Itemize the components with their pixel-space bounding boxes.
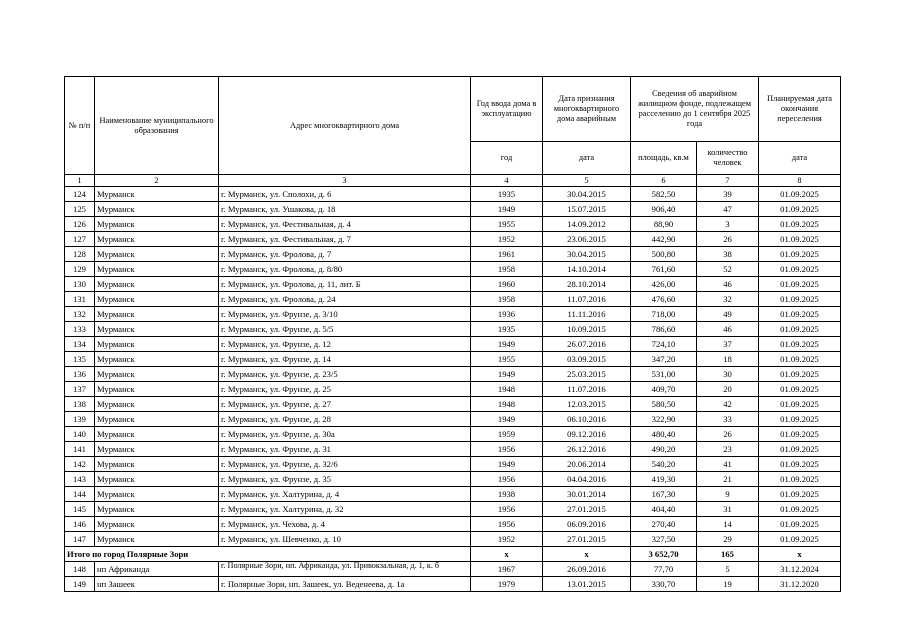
row-people: 46 bbox=[697, 277, 759, 292]
table-row bbox=[65, 232, 841, 247]
row-date: 27.01.2015 bbox=[543, 502, 631, 517]
table-row bbox=[65, 322, 841, 337]
total-people: 165 bbox=[697, 547, 759, 562]
row-date: 03.09.2015 bbox=[543, 352, 631, 367]
row-end-date: 01.09.2025 bbox=[759, 472, 841, 487]
row-municipality: Мурманск bbox=[95, 262, 219, 277]
table-row bbox=[65, 502, 841, 517]
row-people: 31 bbox=[697, 502, 759, 517]
table-row bbox=[65, 277, 841, 292]
col-number: 8 bbox=[759, 175, 841, 187]
row-people: 49 bbox=[697, 307, 759, 322]
row-end-date: 01.09.2025 bbox=[759, 262, 841, 277]
row-people: 37 bbox=[697, 337, 759, 352]
row-number: 132 bbox=[65, 307, 95, 322]
row-municipality: Мурманск bbox=[95, 322, 219, 337]
row-municipality: Мурманск bbox=[95, 247, 219, 262]
header-num: № п/п bbox=[65, 77, 95, 175]
table-row bbox=[65, 202, 841, 217]
header-emergency-info: Сведения об аварийном жилищном фонде, подлежащем расселению до 1 сентября 2025 года bbox=[631, 77, 759, 142]
row-address: г. Мурманск, ул. Фестивальная, д. 7 bbox=[219, 232, 471, 247]
row-date: 11.07.2016 bbox=[543, 382, 631, 397]
row-municipality: Мурманск bbox=[95, 412, 219, 427]
row-area: 540,20 bbox=[631, 457, 697, 472]
row-year: 1948 bbox=[471, 382, 543, 397]
total-area: 3 652,70 bbox=[631, 547, 697, 562]
housing-table bbox=[64, 76, 841, 592]
row-people: 39 bbox=[697, 187, 759, 202]
row-area: 582,50 bbox=[631, 187, 697, 202]
row-area: 88,90 bbox=[631, 217, 697, 232]
row-date: 11.07.2016 bbox=[543, 292, 631, 307]
row-address: г. Мурманск, ул. Халтурина, д. 4 bbox=[219, 487, 471, 502]
row-year: 1967 bbox=[471, 562, 543, 577]
header-planned-end: Планируемая дата окончания переселения bbox=[759, 77, 841, 142]
header-year-built: Год ввода дома в эксплуатацию bbox=[471, 77, 543, 142]
row-area: 404,40 bbox=[631, 502, 697, 517]
row-area: 419,30 bbox=[631, 472, 697, 487]
row-area: 786,60 bbox=[631, 322, 697, 337]
row-number: 130 bbox=[65, 277, 95, 292]
row-municipality: Мурманск bbox=[95, 517, 219, 532]
row-municipality: нп Африканда bbox=[95, 562, 219, 577]
row-end-date: 01.09.2025 bbox=[759, 232, 841, 247]
row-number: 135 bbox=[65, 352, 95, 367]
row-municipality: Мурманск bbox=[95, 427, 219, 442]
row-date: 14.10.2014 bbox=[543, 262, 631, 277]
total-date: х bbox=[543, 547, 631, 562]
row-people: 29 bbox=[697, 532, 759, 547]
row-people: 41 bbox=[697, 457, 759, 472]
table-row bbox=[65, 367, 841, 382]
row-year: 1955 bbox=[471, 352, 543, 367]
row-date: 04.04.2016 bbox=[543, 472, 631, 487]
row-people: 21 bbox=[697, 472, 759, 487]
row-year: 1952 bbox=[471, 532, 543, 547]
row-municipality: Мурманск bbox=[95, 352, 219, 367]
table-row bbox=[65, 337, 841, 352]
row-area: 724,10 bbox=[631, 337, 697, 352]
table-row bbox=[65, 427, 841, 442]
row-address: г. Мурманск, ул. Халтурина, д. 32 bbox=[219, 502, 471, 517]
row-municipality: Мурманск bbox=[95, 232, 219, 247]
table-row bbox=[65, 187, 841, 202]
row-date: 06.10.2016 bbox=[543, 412, 631, 427]
row-number: 140 bbox=[65, 427, 95, 442]
row-number: 149 bbox=[65, 577, 95, 592]
row-year: 1958 bbox=[471, 262, 543, 277]
row-date: 30.01.2014 bbox=[543, 487, 631, 502]
row-date: 12.03.2015 bbox=[543, 397, 631, 412]
row-people: 23 bbox=[697, 442, 759, 457]
table-row bbox=[65, 247, 841, 262]
row-end-date: 31.12.2024 bbox=[759, 562, 841, 577]
row-year: 1956 bbox=[471, 472, 543, 487]
col-number: 1 bbox=[65, 175, 95, 187]
row-people: 26 bbox=[697, 427, 759, 442]
row-end-date: 01.09.2025 bbox=[759, 292, 841, 307]
header-municipality: Наименование муниципального образования bbox=[95, 77, 219, 175]
row-year: 1949 bbox=[471, 367, 543, 382]
col-number: 2 bbox=[95, 175, 219, 187]
row-number: 148 bbox=[65, 562, 95, 577]
row-year: 1949 bbox=[471, 202, 543, 217]
row-address: г. Мурманск, ул. Фрунзе, д. 25 bbox=[219, 382, 471, 397]
row-people: 47 bbox=[697, 202, 759, 217]
row-area: 322,90 bbox=[631, 412, 697, 427]
row-municipality: Мурманск bbox=[95, 532, 219, 547]
row-number: 144 bbox=[65, 487, 95, 502]
table-row bbox=[65, 382, 841, 397]
table-row bbox=[65, 472, 841, 487]
row-people: 46 bbox=[697, 322, 759, 337]
total-label: Итого по город Полярные Зори bbox=[65, 547, 471, 562]
row-address: г. Мурманск, ул. Шевченко, д. 10 bbox=[219, 532, 471, 547]
row-address: г. Мурманск, ул. Фестивальная, д. 4 bbox=[219, 217, 471, 232]
row-municipality: Мурманск bbox=[95, 292, 219, 307]
row-end-date: 01.09.2025 bbox=[759, 367, 841, 382]
row-year: 1956 bbox=[471, 502, 543, 517]
row-address: г. Мурманск, ул. Фролова, д. 24 bbox=[219, 292, 471, 307]
col-number: 3 bbox=[219, 175, 471, 187]
row-people: 9 bbox=[697, 487, 759, 502]
row-end-date: 01.09.2025 bbox=[759, 457, 841, 472]
row-date: 23.06.2015 bbox=[543, 232, 631, 247]
row-address: г. Мурманск, ул. Фрунзе, д. 23/5 bbox=[219, 367, 471, 382]
row-municipality: Мурманск bbox=[95, 202, 219, 217]
row-people: 33 bbox=[697, 412, 759, 427]
row-number: 124 bbox=[65, 187, 95, 202]
row-address: г. Мурманск, ул. Фрунзе, д. 27 bbox=[219, 397, 471, 412]
row-date: 09.12.2016 bbox=[543, 427, 631, 442]
table-row bbox=[65, 562, 841, 577]
row-date: 30.04.2015 bbox=[543, 247, 631, 262]
row-year: 1979 bbox=[471, 577, 543, 592]
row-end-date: 01.09.2025 bbox=[759, 442, 841, 457]
table-header bbox=[65, 77, 841, 187]
row-area: 718,00 bbox=[631, 307, 697, 322]
row-area: 906,40 bbox=[631, 202, 697, 217]
row-area: 167,30 bbox=[631, 487, 697, 502]
row-municipality: Мурманск bbox=[95, 382, 219, 397]
row-number: 145 bbox=[65, 502, 95, 517]
row-end-date: 01.09.2025 bbox=[759, 202, 841, 217]
row-year: 1935 bbox=[471, 187, 543, 202]
table-row bbox=[65, 352, 841, 367]
row-year: 1936 bbox=[471, 307, 543, 322]
row-municipality: Мурманск bbox=[95, 217, 219, 232]
row-address: г. Мурманск, ул. Фрунзе, д. 32/6 bbox=[219, 457, 471, 472]
header-row bbox=[65, 77, 841, 142]
row-date: 26.09.2016 bbox=[543, 562, 631, 577]
row-date: 20.06.2014 bbox=[543, 457, 631, 472]
row-end-date: 01.09.2025 bbox=[759, 337, 841, 352]
row-number: 142 bbox=[65, 457, 95, 472]
row-people: 52 bbox=[697, 262, 759, 277]
row-number: 127 bbox=[65, 232, 95, 247]
subheader-year: год bbox=[471, 142, 543, 175]
row-people: 3 bbox=[697, 217, 759, 232]
row-area: 480,40 bbox=[631, 427, 697, 442]
row-number: 126 bbox=[65, 217, 95, 232]
row-area: 500,80 bbox=[631, 247, 697, 262]
row-people: 14 bbox=[697, 517, 759, 532]
row-area: 426,00 bbox=[631, 277, 697, 292]
row-year: 1949 bbox=[471, 337, 543, 352]
row-municipality: Мурманск bbox=[95, 277, 219, 292]
row-address: г. Мурманск, ул. Фрунзе, д. 28 bbox=[219, 412, 471, 427]
row-people: 42 bbox=[697, 397, 759, 412]
row-address: г. Мурманск, ул. Фрунзе, д. 5/5 bbox=[219, 322, 471, 337]
row-end-date: 01.09.2025 bbox=[759, 307, 841, 322]
row-address: г. Мурманск, ул. Фрунзе, д. 3/10 bbox=[219, 307, 471, 322]
table-row bbox=[65, 217, 841, 232]
row-area: 490,20 bbox=[631, 442, 697, 457]
col-number: 7 bbox=[697, 175, 759, 187]
header-recognition-date: Дата признания многоквартирного дома аварийным bbox=[543, 77, 631, 142]
row-year: 1955 bbox=[471, 217, 543, 232]
row-area: 580,50 bbox=[631, 397, 697, 412]
row-area: 330,70 bbox=[631, 577, 697, 592]
row-area: 761,60 bbox=[631, 262, 697, 277]
row-municipality: Мурманск bbox=[95, 502, 219, 517]
row-end-date: 31.12.2020 bbox=[759, 577, 841, 592]
row-date: 11.11.2016 bbox=[543, 307, 631, 322]
row-number: 138 bbox=[65, 397, 95, 412]
row-end-date: 01.09.2025 bbox=[759, 352, 841, 367]
row-end-date: 01.09.2025 bbox=[759, 322, 841, 337]
row-number: 134 bbox=[65, 337, 95, 352]
row-end-date: 01.09.2025 bbox=[759, 487, 841, 502]
row-municipality: Мурманск bbox=[95, 187, 219, 202]
table-row bbox=[65, 532, 841, 547]
row-date: 26.07.2016 bbox=[543, 337, 631, 352]
row-year: 1948 bbox=[471, 397, 543, 412]
row-area: 409,70 bbox=[631, 382, 697, 397]
row-date: 14.09.2012 bbox=[543, 217, 631, 232]
subheader-end-date: дата bbox=[759, 142, 841, 175]
total-end: х bbox=[759, 547, 841, 562]
row-address: г. Мурманск, ул. Сполохи, д. 6 bbox=[219, 187, 471, 202]
col-number: 5 bbox=[543, 175, 631, 187]
subheader-area: площадь, кв.м bbox=[631, 142, 697, 175]
col-number: 4 bbox=[471, 175, 543, 187]
row-date: 28.10.2014 bbox=[543, 277, 631, 292]
row-date: 13.01.2015 bbox=[543, 577, 631, 592]
row-area: 531,00 bbox=[631, 367, 697, 382]
row-address: г. Мурманск, ул. Фролова, д. 11, лит. Б bbox=[219, 277, 471, 292]
row-number: 141 bbox=[65, 442, 95, 457]
row-year: 1958 bbox=[471, 292, 543, 307]
row-end-date: 01.09.2025 bbox=[759, 247, 841, 262]
row-number: 137 bbox=[65, 382, 95, 397]
row-area: 270,40 bbox=[631, 517, 697, 532]
row-municipality: Мурманск bbox=[95, 457, 219, 472]
row-address: г. Мурманск, ул. Фрунзе, д. 35 bbox=[219, 472, 471, 487]
table-row bbox=[65, 487, 841, 502]
row-address: г. Полярные Зори, нп. Африканда, ул. Привокзальная, д. 1, к. б bbox=[219, 562, 471, 577]
row-address: г. Мурманск, ул. Фролова, д. 7 bbox=[219, 247, 471, 262]
row-end-date: 01.09.2025 bbox=[759, 532, 841, 547]
row-people: 38 bbox=[697, 247, 759, 262]
row-area: 442,90 bbox=[631, 232, 697, 247]
row-number: 146 bbox=[65, 517, 95, 532]
row-year: 1959 bbox=[471, 427, 543, 442]
row-end-date: 01.09.2025 bbox=[759, 517, 841, 532]
row-year: 1935 bbox=[471, 322, 543, 337]
row-year: 1949 bbox=[471, 457, 543, 472]
row-end-date: 01.09.2025 bbox=[759, 217, 841, 232]
row-municipality: Мурманск bbox=[95, 307, 219, 322]
subheader-date: дата bbox=[543, 142, 631, 175]
row-year: 1952 bbox=[471, 232, 543, 247]
row-date: 27.01.2015 bbox=[543, 532, 631, 547]
row-municipality: Мурманск bbox=[95, 442, 219, 457]
table-row bbox=[65, 307, 841, 322]
row-year: 1961 bbox=[471, 247, 543, 262]
row-year: 1960 bbox=[471, 277, 543, 292]
row-end-date: 01.09.2025 bbox=[759, 427, 841, 442]
row-area: 327,50 bbox=[631, 532, 697, 547]
row-end-date: 01.09.2025 bbox=[759, 412, 841, 427]
row-people: 19 bbox=[697, 577, 759, 592]
row-year: 1938 bbox=[471, 487, 543, 502]
row-date: 26.12.2016 bbox=[543, 442, 631, 457]
row-number: 131 bbox=[65, 292, 95, 307]
row-area: 77,70 bbox=[631, 562, 697, 577]
row-date: 30.04.2015 bbox=[543, 187, 631, 202]
row-people: 26 bbox=[697, 232, 759, 247]
table-body bbox=[65, 187, 841, 592]
row-address: г. Мурманск, ул. Фрунзе, д. 30а bbox=[219, 427, 471, 442]
column-number-row bbox=[65, 175, 841, 187]
row-address: г. Полярные Зори, нп. Зашеек, ул. Веденеева, д. 1а bbox=[219, 577, 471, 592]
row-people: 20 bbox=[697, 382, 759, 397]
row-date: 25.03.2015 bbox=[543, 367, 631, 382]
row-number: 128 bbox=[65, 247, 95, 262]
row-address: г. Мурманск, ул. Фрунзе, д. 14 bbox=[219, 352, 471, 367]
table-row bbox=[65, 262, 841, 277]
row-year: 1956 bbox=[471, 517, 543, 532]
row-end-date: 01.09.2025 bbox=[759, 187, 841, 202]
row-municipality: нп Зашеек bbox=[95, 577, 219, 592]
row-area: 347,20 bbox=[631, 352, 697, 367]
row-number: 133 bbox=[65, 322, 95, 337]
table-row bbox=[65, 457, 841, 472]
row-end-date: 01.09.2025 bbox=[759, 277, 841, 292]
row-people: 30 bbox=[697, 367, 759, 382]
header-address: Адрес многоквартирного дома bbox=[219, 77, 471, 175]
row-area: 476,60 bbox=[631, 292, 697, 307]
row-end-date: 01.09.2025 bbox=[759, 382, 841, 397]
row-people: 32 bbox=[697, 292, 759, 307]
table-row bbox=[65, 442, 841, 457]
table-row bbox=[65, 577, 841, 592]
table-row bbox=[65, 292, 841, 307]
row-address: г. Мурманск, ул. Фрунзе, д. 12 bbox=[219, 337, 471, 352]
row-year: 1949 bbox=[471, 412, 543, 427]
table-row bbox=[65, 412, 841, 427]
row-number: 125 bbox=[65, 202, 95, 217]
row-address: г. Мурманск, ул. Чехова, д. 4 bbox=[219, 517, 471, 532]
table-row bbox=[65, 397, 841, 412]
total-row bbox=[65, 547, 841, 562]
row-people: 5 bbox=[697, 562, 759, 577]
subheader-people: количество человек bbox=[697, 142, 759, 175]
row-number: 129 bbox=[65, 262, 95, 277]
row-municipality: Мурманск bbox=[95, 487, 219, 502]
col-number: 6 bbox=[631, 175, 697, 187]
row-number: 136 bbox=[65, 367, 95, 382]
row-address: г. Мурманск, ул. Фролова, д. 8/80 bbox=[219, 262, 471, 277]
total-year: х bbox=[471, 547, 543, 562]
row-number: 143 bbox=[65, 472, 95, 487]
row-date: 10.09.2015 bbox=[543, 322, 631, 337]
row-municipality: Мурманск bbox=[95, 397, 219, 412]
row-number: 147 bbox=[65, 532, 95, 547]
row-address: г. Мурманск, ул. Фрунзе, д. 31 bbox=[219, 442, 471, 457]
row-address: г. Мурманск, ул. Ушакова, д. 18 bbox=[219, 202, 471, 217]
row-end-date: 01.09.2025 bbox=[759, 502, 841, 517]
row-municipality: Мурманск bbox=[95, 472, 219, 487]
row-date: 15.07.2015 bbox=[543, 202, 631, 217]
row-year: 1956 bbox=[471, 442, 543, 457]
row-municipality: Мурманск bbox=[95, 337, 219, 352]
row-end-date: 01.09.2025 bbox=[759, 397, 841, 412]
table-row bbox=[65, 517, 841, 532]
row-number: 139 bbox=[65, 412, 95, 427]
row-municipality: Мурманск bbox=[95, 367, 219, 382]
row-date: 06.09.2016 bbox=[543, 517, 631, 532]
row-people: 18 bbox=[697, 352, 759, 367]
